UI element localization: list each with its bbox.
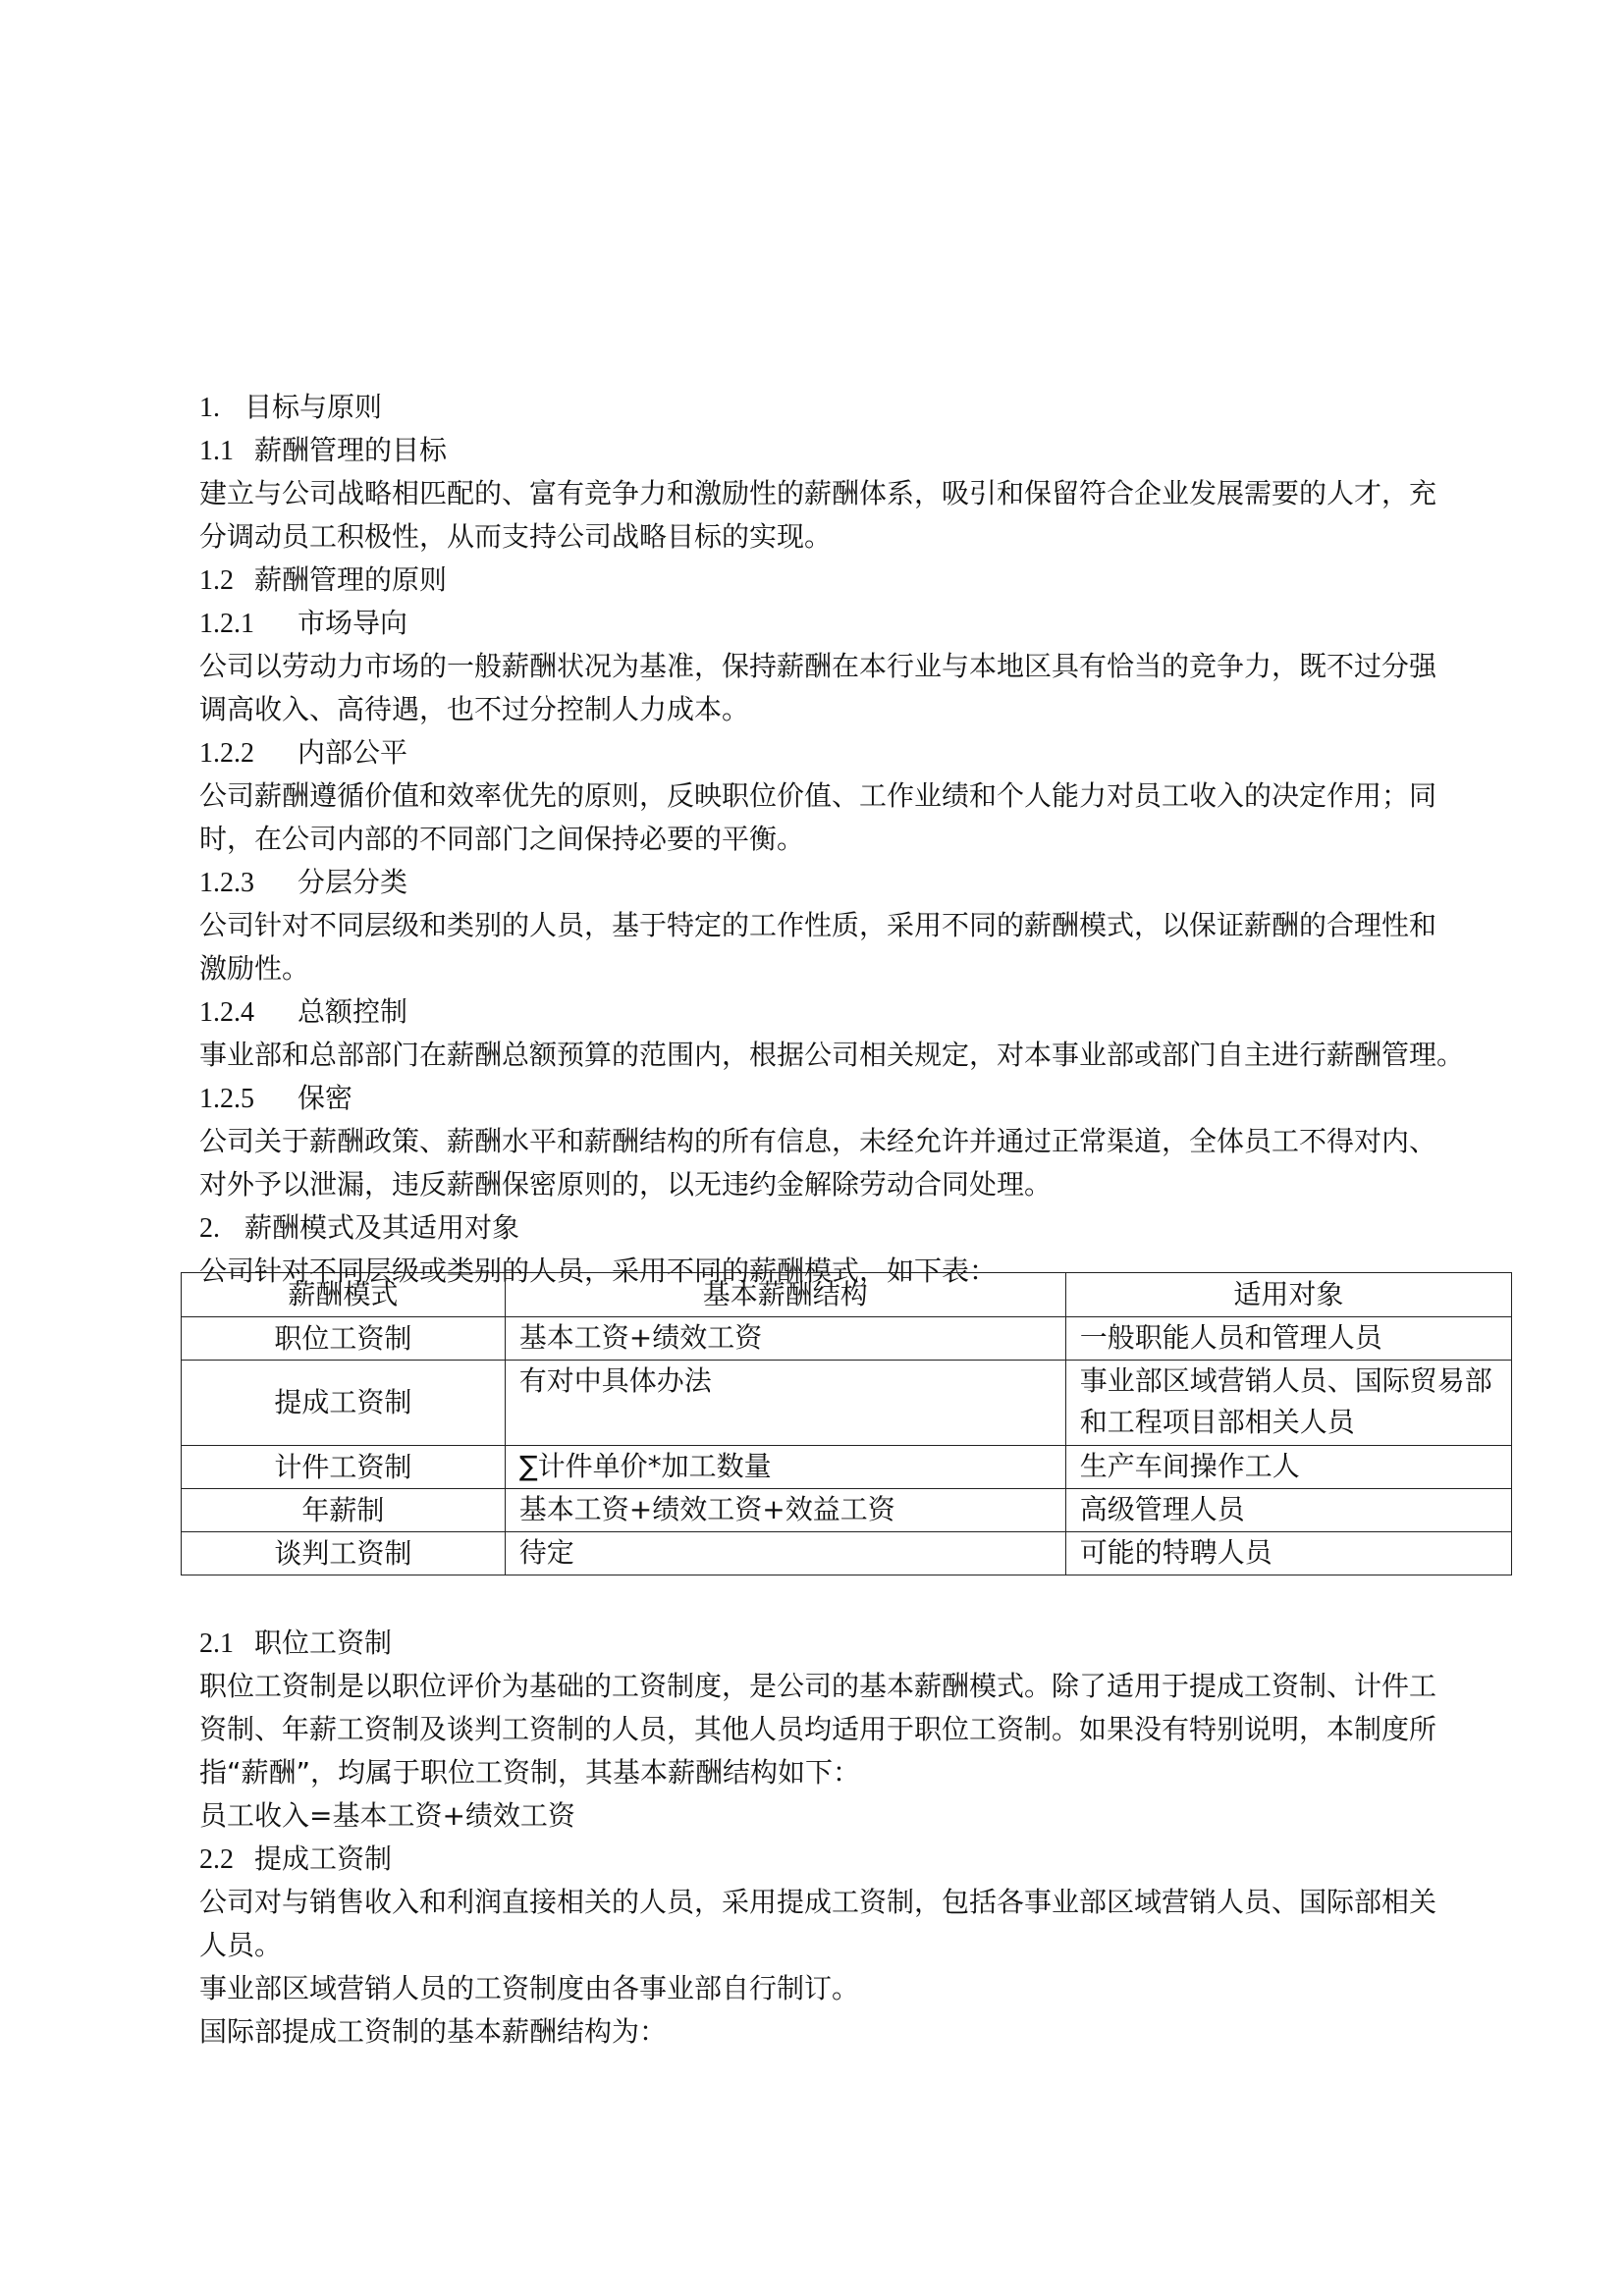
table-row — [182, 1361, 1512, 1446]
section-heading: 2. 薪酬模式及其适用对象 — [199, 1211, 520, 1244]
paragraph-line: 调高收入、高待遇，也不过分控制人力成本。 — [199, 693, 750, 725]
document-body-continued — [199, 1622, 1515, 2054]
table-cell-target: 生产车间操作工人 — [1065, 1446, 1511, 1489]
table-cell-target: 事业部区域营销人员、国际贸易部和工程项目部相关人员 — [1065, 1361, 1511, 1446]
table-row — [182, 1446, 1512, 1489]
section-heading: 1.2.2 内部公平 — [199, 736, 408, 769]
table-cell-mode: 职位工资制 — [182, 1317, 506, 1361]
document-body — [199, 386, 1515, 1293]
section-heading: 2.1 职位工资制 — [199, 1627, 393, 1659]
paragraph-line: 公司针对不同层级和类别的人员，基于特定的工作性质，采用不同的薪酬模式，以保证薪酬的合理性和 — [199, 909, 1437, 941]
table-row — [182, 1489, 1512, 1532]
paragraph-line: 事业部区域营销人员的工资制度由各事业部自行制订。 — [199, 1972, 860, 2004]
column-header: 薪酬模式 — [182, 1273, 506, 1317]
table-cell-structure: 有对中具体办法 — [505, 1361, 1065, 1446]
paragraph-line: 分调动员工积极性，从而支持公司战略目标的实现。 — [199, 520, 833, 553]
paragraph-line: 激励性。 — [199, 952, 310, 985]
table-cell-target: 可能的特聘人员 — [1065, 1532, 1511, 1575]
paragraph-line: 公司对与销售收入和利润直接相关的人员，采用提成工资制，包括各事业部区域营销人员、国际部相关 — [199, 1886, 1437, 1918]
table-intro: 公司针对不同层级或类别的人员，采用不同的薪酬模式，如下表： — [199, 1255, 998, 1287]
paragraph-line: 人员。 — [199, 1929, 283, 1961]
paragraph-line: 资制、年薪工资制及谈判工资制的人员，其他人员均适用于职位工资制。如果没有特别说明，本制度所 — [199, 1713, 1437, 1745]
section-heading: 1.1 薪酬管理的目标 — [199, 434, 448, 466]
table-cell-mode: 提成工资制 — [182, 1361, 506, 1446]
section-heading: 1.2 薪酬管理的原则 — [199, 563, 448, 596]
table-header-row — [182, 1273, 1512, 1317]
paragraph-line: 时，在公司内部的不同部门之间保持必要的平衡。 — [199, 823, 805, 855]
section-heading: 1.2.3 分层分类 — [199, 866, 408, 898]
paragraph-line: 建立与公司战略相匹配的、富有竞争力和激励性的薪酬体系，吸引和保留符合企业发展需要的人才，充 — [199, 477, 1437, 509]
paragraph-line: 公司薪酬遵循价值和效率优先的原则，反映职位价值、工作业绩和个人能力对员工收入的决定作用；同 — [199, 779, 1437, 812]
table-cell-target: 一般职能人员和管理人员 — [1065, 1317, 1511, 1361]
table-cell-mode: 年薪制 — [182, 1489, 506, 1532]
table-cell-structure: ∑计件单价*加工数量 — [505, 1446, 1065, 1489]
paragraph-line: 公司关于薪酬政策、薪酬水平和薪酬结构的所有信息，未经允许并通过正常渠道，全体员工不得对内、 — [199, 1125, 1437, 1157]
paragraph-line: 指“薪酬”，均属于职位工资制，其基本薪酬结构如下： — [199, 1756, 861, 1789]
section-heading: 1.2.4 总额控制 — [199, 995, 408, 1028]
paragraph-line: 公司以劳动力市场的一般薪酬状况为基准，保持薪酬在本行业与本地区具有恰当的竞争力，既不过分强 — [199, 650, 1437, 682]
paragraph-line: 职位工资制是以职位评价为基础的工资制度，是公司的基本薪酬模式。除了适用于提成工资制、计件工 — [199, 1670, 1437, 1702]
column-header: 基本薪酬结构 — [505, 1273, 1065, 1317]
column-header: 适用对象 — [1065, 1273, 1511, 1317]
paragraph-line: 对外予以泄漏，违反薪酬保密原则的，以无违约金解除劳动合同处理。 — [199, 1168, 1053, 1201]
table-cell-mode: 计件工资制 — [182, 1446, 506, 1489]
table-cell-structure: 基本工资+绩效工资 — [505, 1317, 1065, 1361]
table-cell-target: 高级管理人员 — [1065, 1489, 1511, 1532]
table-row — [182, 1532, 1512, 1575]
paragraph-line: 国际部提成工资制的基本薪酬结构为： — [199, 2015, 668, 2048]
section-heading: 1. 目标与原则 — [199, 391, 383, 423]
salary-mode-table — [181, 1272, 1512, 1575]
section-heading: 1.2.1 市场导向 — [199, 607, 408, 639]
table-cell-mode: 谈判工资制 — [182, 1532, 506, 1575]
section-heading: 2.2 提成工资制 — [199, 1842, 393, 1875]
table-row — [182, 1317, 1512, 1361]
table-cell-structure: 待定 — [505, 1532, 1065, 1575]
table-cell-structure: 基本工资+绩效工资+效益工资 — [505, 1489, 1065, 1532]
section-heading: 1.2.5 保密 — [199, 1082, 353, 1114]
paragraph-line: 事业部和总部部门在薪酬总额预算的范围内，根据公司相关规定，对本事业部或部门自主进行薪酬管理。 — [199, 1039, 1465, 1071]
formula-line: 员工收入=基本工资+绩效工资 — [199, 1799, 575, 1832]
